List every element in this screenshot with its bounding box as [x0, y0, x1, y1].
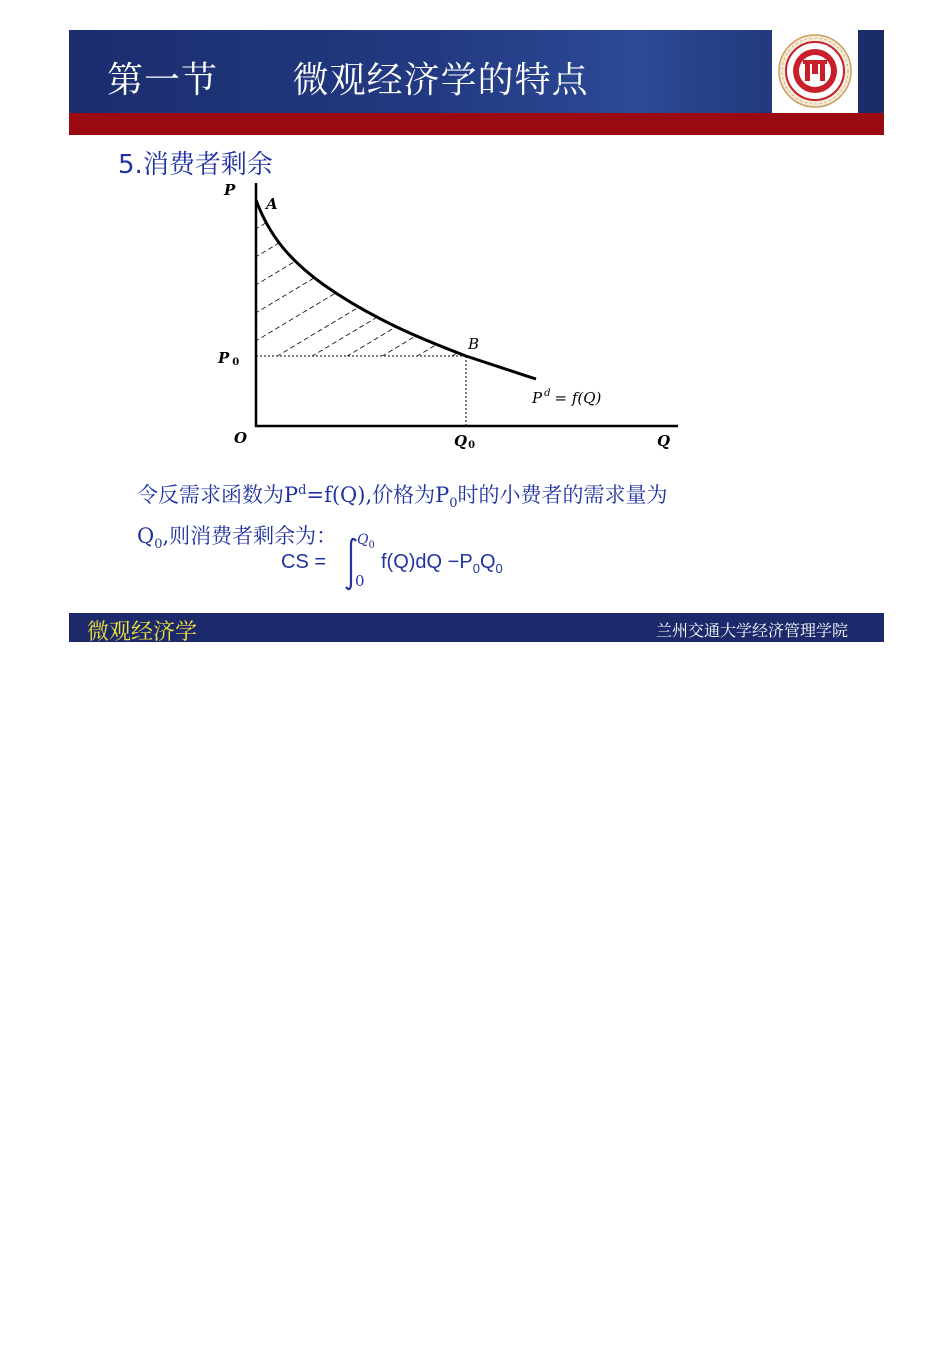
integral-upper-limit: $Q_0$ [357, 532, 375, 551]
y-axis-label: P [224, 181, 236, 199]
section-title-text: 消费者剩余 [142, 150, 273, 180]
x-axis-label: Q [657, 432, 671, 450]
consumer-surplus-hatching [234, 190, 604, 373]
q0-label: Q0 [454, 432, 476, 451]
formula-lhs: CS = [281, 551, 327, 573]
header-title: 第一节 微观经济学的特点 [107, 60, 589, 101]
demand-curve-label: P $^d$ = f(Q) [532, 388, 602, 407]
desc-line1-sub: 0 [449, 496, 458, 512]
integral-lower-limit: 0 [355, 572, 365, 590]
university-seal-icon [772, 30, 858, 113]
footer-course-name: 微观经济学 [87, 620, 198, 645]
desc-line2-sub: 0 [154, 537, 163, 553]
point-a-label: A [266, 195, 278, 213]
desc-line1-sup: d [298, 483, 307, 498]
consumer-surplus-graph [214, 175, 694, 460]
formula-expression: $f(Q)dQ -P_0Q_0$ [381, 551, 503, 576]
section-number: 5. [118, 150, 143, 180]
desc-line1-part2: =f(Q),价格为P [306, 483, 450, 507]
desc-line2-part1: Q [137, 524, 155, 549]
university-logo [772, 30, 858, 113]
desc-line1-part1: 令反需求函数为P [137, 483, 299, 507]
consumer-surplus-formula [281, 532, 581, 592]
point-b-label: B [468, 335, 480, 353]
graph-svg [214, 175, 694, 460]
slide [69, 30, 884, 645]
demand-curve [256, 200, 536, 379]
desc-line1-part3: 时的小费者的需求量为 [457, 483, 668, 507]
header-bar [69, 30, 884, 113]
footer-bar [69, 613, 884, 645]
p0-label: P 0 [218, 349, 240, 368]
header-red-band [69, 113, 884, 135]
desc-line2-part2: ,则消费者剩余为： [162, 524, 338, 549]
footer-institution: 兰州交通大学经济管理学院 [655, 623, 848, 640]
origin-label: O [234, 429, 248, 447]
